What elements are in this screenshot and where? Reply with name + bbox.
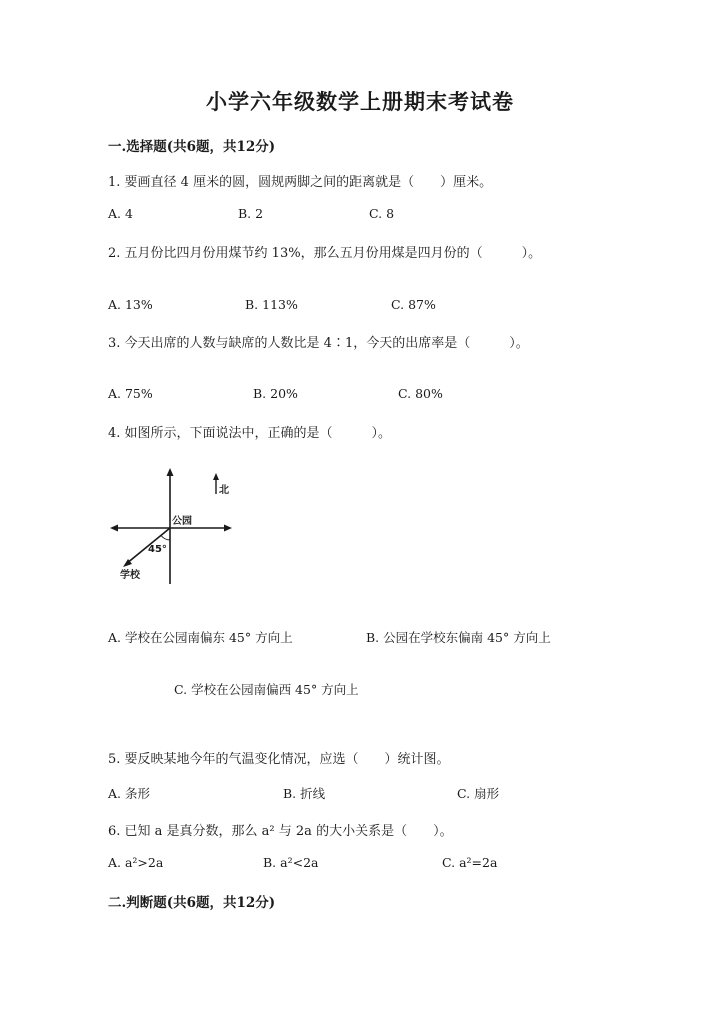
q1-option-a: A. 4: [108, 206, 133, 221]
q1-option-c: C. 8: [369, 206, 395, 221]
q2-option-a: A. 13%: [108, 297, 153, 312]
angle-label: 45°: [148, 544, 167, 555]
direction-figure: [108, 466, 234, 590]
section-heading-choice: 一.选择题(共6题，共12分): [108, 139, 276, 155]
q6-option-b: B. a²<2a: [263, 855, 319, 870]
q5-option-c: C. 扇形: [457, 786, 500, 801]
q3-option-c: C. 80%: [398, 386, 443, 401]
q6-option-a: A. a²>2a: [108, 855, 164, 870]
q2-option-c: C. 87%: [391, 297, 436, 312]
q5-option-a: A. 条形: [108, 786, 150, 801]
question-2: 2. 五月份比四月份用煤节约 13%，那么五月份用煤是四月份的（ ）。: [108, 246, 542, 261]
section-heading-judgement: 二.判断题(共6题，共12分): [108, 895, 276, 911]
question-4: 4. 如图所示，下面说法中，正确的是（ ）。: [108, 426, 392, 441]
q4-option-b: B. 公园在学校东偏南 45° 方向上: [366, 630, 551, 645]
q4-option-c: C. 学校在公园南偏西 45° 方向上: [174, 682, 359, 697]
question-1: 1. 要画直径 4 厘米的圆，圆规两脚之间的距离就是（ ）厘米。: [108, 175, 493, 190]
park-label: 公园: [172, 516, 192, 527]
angle-arc: [161, 536, 170, 541]
q1-option-b: B. 2: [238, 206, 264, 221]
east-arrowhead: [224, 525, 232, 532]
q5-option-b: B. 折线: [283, 786, 326, 801]
q3-option-a: A. 75%: [108, 386, 153, 401]
north-arrowhead: [167, 468, 174, 476]
west-arrowhead: [110, 525, 118, 532]
north-label: 北: [219, 485, 229, 496]
question-6: 6. 已知 a 是真分数，那么 a² 与 2a 的大小关系是（ ）。: [108, 824, 453, 839]
q4-option-a: A. 学校在公园南偏东 45° 方向上: [108, 630, 293, 645]
question-5: 5. 要反映某地今年的气温变化情况，应选（ ）统计图。: [108, 752, 450, 767]
q3-option-b: B. 20%: [253, 386, 298, 401]
north-indicator-arrow: [213, 473, 219, 480]
question-3: 3. 今天出席的人数与缺席的人数比是 4∶1，今天的出席率是（ ）。: [108, 336, 529, 351]
school-label: 学校: [120, 570, 140, 581]
page-title: 小学六年级数学上册期末考试卷: [206, 89, 514, 114]
q2-option-b: B. 113%: [245, 297, 298, 312]
q6-option-c: C. a²=2a: [442, 855, 498, 870]
